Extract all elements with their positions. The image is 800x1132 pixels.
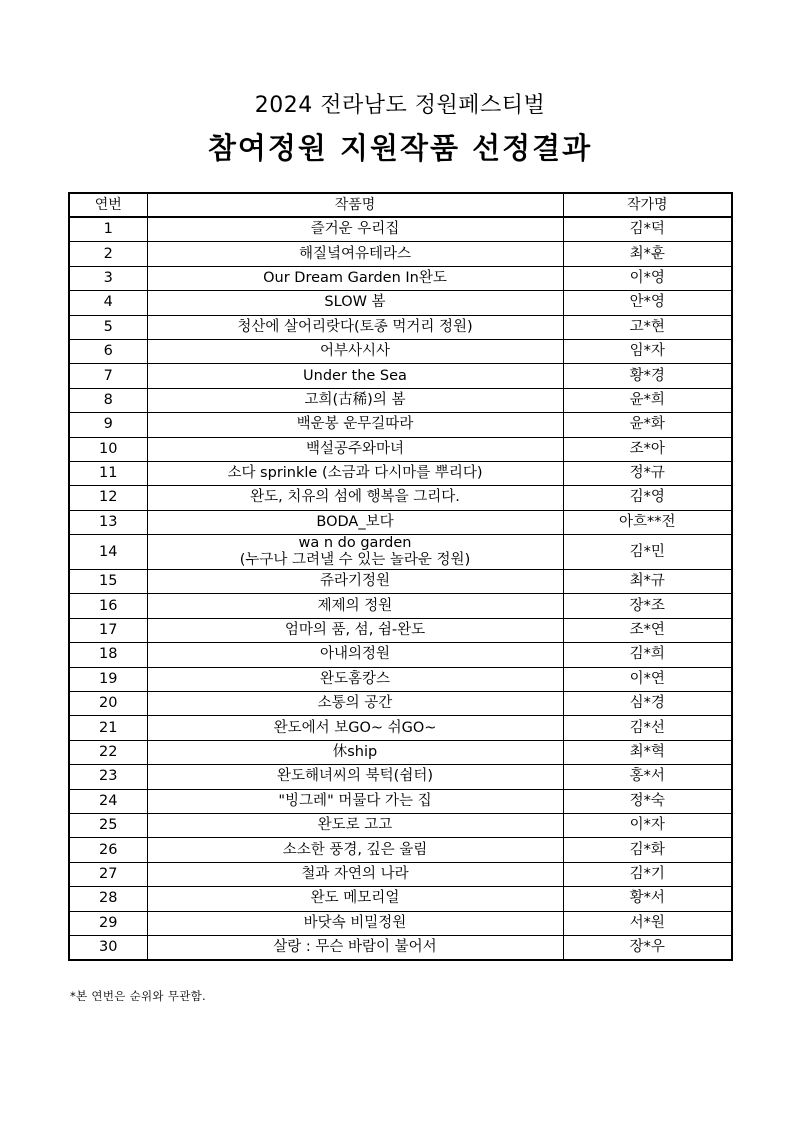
row-work: 완도에서 보GO~ 쉬GO~ <box>147 716 563 740</box>
table-row <box>69 339 732 363</box>
row-work: 살랑 : 무슨 바람이 불어서 <box>147 935 563 960</box>
row-no: 22 <box>69 740 147 764</box>
row-work: "빙그레" 머물다 가는 집 <box>147 789 563 813</box>
table-row <box>69 692 732 716</box>
row-work-line1: wa n do garden <box>298 535 412 552</box>
table-row <box>69 486 732 510</box>
row-work: 청산에 살어리랏다(토종 먹거리 정원) <box>147 315 563 339</box>
row-no: 10 <box>69 437 147 461</box>
table-row <box>69 667 732 691</box>
table-row <box>69 461 732 485</box>
row-work: 休ship <box>147 740 563 764</box>
table-row <box>69 364 732 388</box>
table-row <box>69 765 732 789</box>
row-author: 윤*화 <box>563 413 732 437</box>
row-no: 21 <box>69 716 147 740</box>
row-no: 28 <box>69 887 147 911</box>
row-work: 소통의 공간 <box>147 692 563 716</box>
table-row <box>69 789 732 813</box>
row-no: 12 <box>69 486 147 510</box>
row-no: 14 <box>69 535 147 570</box>
row-author: 김*선 <box>563 716 732 740</box>
row-work: 완도, 치유의 섬에 행복을 그리다. <box>147 486 563 510</box>
row-work: 해질녘여유테라스 <box>147 242 563 266</box>
row-author: 최*훈 <box>563 242 732 266</box>
row-no: 4 <box>69 291 147 315</box>
row-work: 백운봉 운무길따라 <box>147 413 563 437</box>
row-author: 김*기 <box>563 862 732 886</box>
row-author: 김*민 <box>563 535 732 570</box>
row-author: 김*희 <box>563 643 732 667</box>
row-author: 이*연 <box>563 667 732 691</box>
row-author: 윤*희 <box>563 388 732 412</box>
row-no: 17 <box>69 618 147 642</box>
row-author: 이*자 <box>563 813 732 837</box>
row-work: 고희(古稀)의 봄 <box>147 388 563 412</box>
row-author: 장*우 <box>563 935 732 960</box>
row-author: 이*영 <box>563 266 732 290</box>
row-no: 7 <box>69 364 147 388</box>
row-no: 13 <box>69 510 147 534</box>
page-title: 참여정원 지원작품 선정결과 <box>207 131 593 165</box>
row-author: 황*경 <box>563 364 732 388</box>
table-row <box>69 887 732 911</box>
table-row <box>69 594 732 618</box>
row-work: 완도홈캉스 <box>147 667 563 691</box>
table-row <box>69 535 732 570</box>
row-no: 2 <box>69 242 147 266</box>
row-author: 조*연 <box>563 618 732 642</box>
table-row <box>69 388 732 412</box>
row-work-line2: (누구나 그려낼 수 있는 놀라운 정원) <box>239 552 471 569</box>
row-author: 김*화 <box>563 838 732 862</box>
table-row <box>69 413 732 437</box>
page-title-year: 2024 전라남도 정원페스티벌 <box>254 93 546 118</box>
row-work: 즐거운 우리집 <box>147 217 563 242</box>
row-work: 아내의정원 <box>147 643 563 667</box>
table-row <box>69 291 732 315</box>
row-no: 26 <box>69 838 147 862</box>
row-no: 1 <box>69 217 147 242</box>
row-no: 5 <box>69 315 147 339</box>
table-row <box>69 862 732 886</box>
table-row <box>69 813 732 837</box>
row-author: 서*원 <box>563 911 732 935</box>
table-row <box>69 266 732 290</box>
row-work: 제제의 정원 <box>147 594 563 618</box>
row-no: 30 <box>69 935 147 960</box>
row-no: 6 <box>69 339 147 363</box>
table-row <box>69 716 732 740</box>
row-work: 소소한 풍경, 깊은 울림 <box>147 838 563 862</box>
row-no: 25 <box>69 813 147 837</box>
row-author: 김*영 <box>563 486 732 510</box>
row-no: 11 <box>69 461 147 485</box>
row-author: 최*규 <box>563 570 732 594</box>
row-no: 29 <box>69 911 147 935</box>
row-work <box>147 535 563 570</box>
row-no: 3 <box>69 266 147 290</box>
row-no: 16 <box>69 594 147 618</box>
footnote: *본 연번은 순위와 무관함. <box>70 989 206 1003</box>
row-work: 어부사시사 <box>147 339 563 363</box>
row-author: 장*조 <box>563 594 732 618</box>
row-work: Our Dream Garden In완도 <box>147 266 563 290</box>
row-work: 백설공주와마녀 <box>147 437 563 461</box>
table-row <box>69 315 732 339</box>
row-author: 심*경 <box>563 692 732 716</box>
row-work: 엄마의 품, 섬, 쉼-완도 <box>147 618 563 642</box>
row-work: 완도해녀씨의 북턱(쉼터) <box>147 765 563 789</box>
table-row <box>69 935 732 960</box>
header-author: 작가명 <box>563 193 732 217</box>
table-header-row <box>69 193 732 217</box>
row-author: 최*혁 <box>563 740 732 764</box>
table-row <box>69 217 732 242</box>
table-row <box>69 618 732 642</box>
row-author: 정*규 <box>563 461 732 485</box>
row-no: 15 <box>69 570 147 594</box>
row-no: 19 <box>69 667 147 691</box>
row-author: 조*아 <box>563 437 732 461</box>
row-work: 철과 자연의 나라 <box>147 862 563 886</box>
results-table <box>68 192 733 961</box>
table-row <box>69 838 732 862</box>
row-work: SLOW 봄 <box>147 291 563 315</box>
row-author: 고*현 <box>563 315 732 339</box>
row-author: 정*숙 <box>563 789 732 813</box>
row-work: 소다 sprinkle (소금과 다시마를 뿌리다) <box>147 461 563 485</box>
row-author: 안*영 <box>563 291 732 315</box>
row-no: 20 <box>69 692 147 716</box>
row-no: 27 <box>69 862 147 886</box>
row-work: Under the Sea <box>147 364 563 388</box>
header-no: 연번 <box>69 193 147 217</box>
table-row <box>69 570 732 594</box>
table-row <box>69 740 732 764</box>
row-author: 아흐**전 <box>563 510 732 534</box>
row-author: 홍*서 <box>563 765 732 789</box>
row-work: 바닷속 비밀정원 <box>147 911 563 935</box>
table-row <box>69 643 732 667</box>
row-no: 8 <box>69 388 147 412</box>
row-work: 완도로 고고 <box>147 813 563 837</box>
table-row <box>69 911 732 935</box>
row-author: 임*자 <box>563 339 732 363</box>
row-no: 9 <box>69 413 147 437</box>
row-author: 김*덕 <box>563 217 732 242</box>
table-row <box>69 437 732 461</box>
row-no: 24 <box>69 789 147 813</box>
row-work: BODA_보다 <box>147 510 563 534</box>
table-row <box>69 510 732 534</box>
row-work: 완도 메모리얼 <box>147 887 563 911</box>
row-work: 쥬라기정원 <box>147 570 563 594</box>
row-no: 23 <box>69 765 147 789</box>
table-row <box>69 242 732 266</box>
row-no: 18 <box>69 643 147 667</box>
header-work: 작품명 <box>147 193 563 217</box>
row-author: 황*서 <box>563 887 732 911</box>
